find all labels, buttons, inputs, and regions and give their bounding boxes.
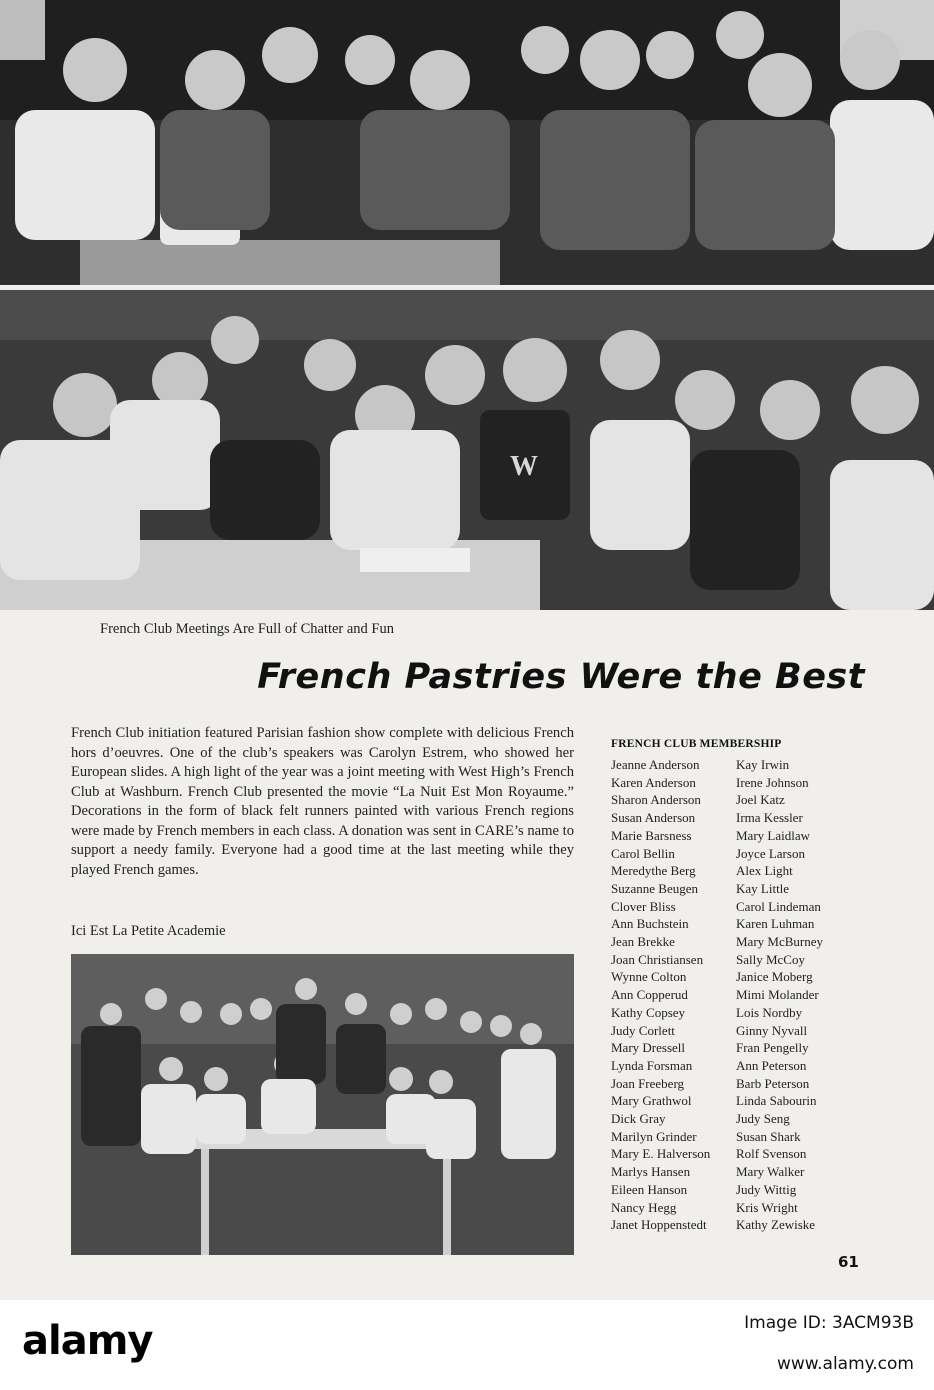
- member-name: Clover Bliss: [611, 898, 676, 914]
- member-name: Joan Freeberg: [611, 1075, 685, 1091]
- watermark-logo: alamy: [22, 1318, 153, 1364]
- member-name: Eileen Hanson: [611, 1181, 688, 1197]
- photo-icon: [0, 290, 934, 610]
- middle-photo: [0, 290, 934, 610]
- watermark-url: www.alamy.com: [776, 1354, 914, 1374]
- page-title: French Pastries Were the Best: [257, 657, 865, 697]
- top-photo: [0, 0, 934, 285]
- member-name: Mary McBurney: [736, 934, 824, 950]
- member-name: Kathy Zewiske: [736, 1217, 816, 1233]
- member-name: Nancy Hegg: [611, 1199, 677, 1215]
- member-name: Mary Laidlaw: [736, 827, 811, 843]
- member-name: Carol Bellin: [611, 845, 675, 861]
- member-name: Dick Gray: [611, 1111, 666, 1127]
- member-name: Meredythe Berg: [611, 863, 696, 879]
- member-name: Ann Copperud: [611, 987, 688, 1003]
- group-photo-caption: Ici Est La Petite Academie: [71, 923, 226, 939]
- member-name: Rolf Svenson: [736, 1146, 807, 1162]
- svg-text:W: W: [510, 451, 538, 482]
- member-name: Wynne Colton: [611, 969, 687, 985]
- member-name: Irma Kessler: [736, 810, 803, 826]
- member-name: Kathy Copsey: [611, 1004, 686, 1020]
- member-name: Ann Buchstein: [611, 916, 689, 932]
- member-name: Mary E. Halverson: [611, 1146, 711, 1162]
- membership-title: FRENCH CLUB MEMBERSHIP: [611, 738, 782, 750]
- member-name: Susan Shark: [736, 1128, 801, 1144]
- member-name: Mary Grathwol: [611, 1093, 692, 1109]
- member-name: Sharon Anderson: [611, 792, 701, 808]
- member-name: Lois Nordby: [736, 1004, 803, 1020]
- member-name: Lynda Forsman: [611, 1057, 693, 1073]
- member-name: Karen Anderson: [611, 774, 696, 790]
- member-name: Judy Seng: [736, 1111, 790, 1127]
- group-photo: [71, 954, 574, 1255]
- member-name: Marlys Hansen: [611, 1164, 691, 1180]
- member-name: Carol Lindeman: [736, 898, 821, 914]
- member-name: Sally McCoy: [736, 951, 805, 967]
- page-number: 61: [838, 1253, 859, 1271]
- member-name: Jean Brekke: [611, 934, 675, 950]
- member-name: Ginny Nyvall: [736, 1022, 808, 1038]
- membership-column-2: [736, 756, 823, 1234]
- member-name: Janet Hoppenstedt: [611, 1217, 707, 1233]
- member-name: Fran Pengelly: [736, 1040, 809, 1056]
- member-name: Marilyn Grinder: [611, 1128, 697, 1144]
- member-name: Janice Moberg: [736, 969, 813, 985]
- member-name: Karen Luhman: [736, 916, 815, 932]
- member-name: Kay Irwin: [736, 757, 790, 772]
- member-name: Barb Peterson: [736, 1075, 810, 1091]
- member-name: Suzanne Beugen: [611, 880, 699, 896]
- member-name: Mary Walker: [736, 1164, 805, 1180]
- membership-column-1: [611, 756, 710, 1234]
- member-name: Judy Wittig: [736, 1181, 797, 1197]
- member-name: Kay Little: [736, 880, 790, 896]
- photo-icon: [0, 0, 934, 285]
- watermark-image-id: Image ID: 3ACM93B: [744, 1313, 914, 1333]
- article-body: French Club initiation featured Parisian fashion show complete with delicious French hors d’oeuvres. One of the club’s speakers was Carolyn Estrem, who showed her European slides. A high light of the year was a joint meeting with West High’s French Club at Washburn. French Club presented the movie “La Nuit Est Mon Royaume.” Decorations in the form of black felt runners painted with various French regions were made by French members in each class. A donation was sent in CARE’s name to support a needy family. Everyone had a good time at the last meeting while they played French games.: [71, 725, 574, 878]
- member-name: Mary Dressell: [611, 1040, 686, 1056]
- member-name: Susan Anderson: [611, 810, 696, 826]
- member-name: Alex Light: [736, 863, 793, 879]
- member-name: Mimi Molander: [736, 987, 819, 1003]
- member-name: Marie Barsness: [611, 827, 692, 843]
- member-name: Judy Corlett: [611, 1022, 675, 1038]
- top-photo-caption: French Club Meetings Are Full of Chatter and Fun: [100, 621, 394, 637]
- member-name: Joel Katz: [736, 792, 785, 808]
- photo-icon: [71, 954, 574, 1255]
- member-name: Ann Peterson: [736, 1057, 807, 1073]
- member-name: Irene Johnson: [736, 774, 809, 790]
- member-name: Jeanne Anderson: [611, 757, 700, 772]
- member-name: Linda Sabourin: [736, 1093, 817, 1109]
- member-name: Joyce Larson: [736, 845, 805, 861]
- member-name: Joan Christiansen: [611, 951, 704, 967]
- member-name: Kris Wright: [736, 1199, 798, 1215]
